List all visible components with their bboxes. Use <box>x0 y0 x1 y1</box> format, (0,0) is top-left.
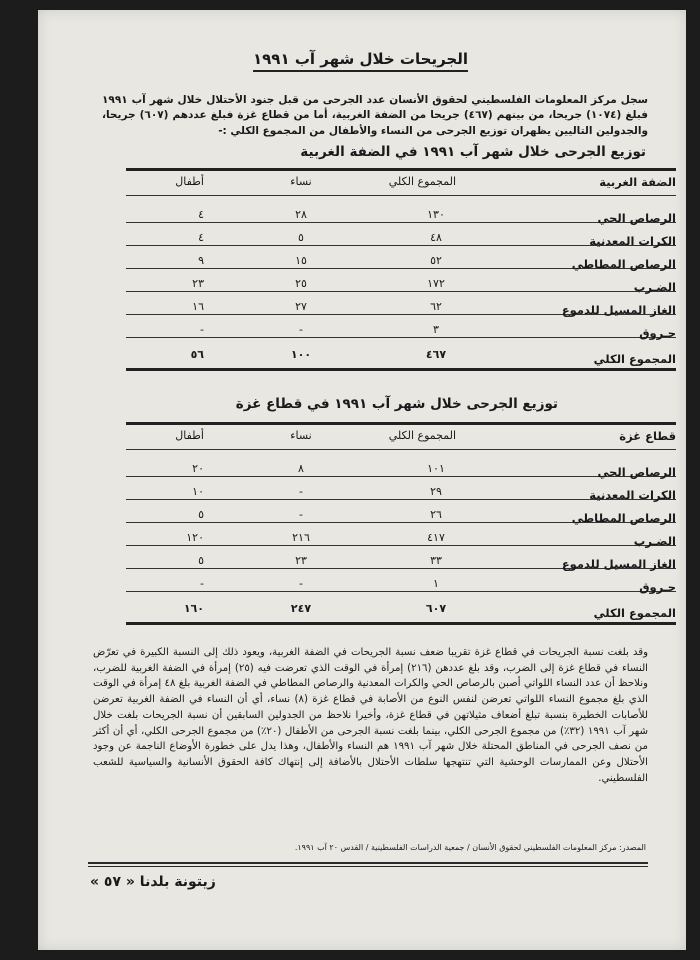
total-women: ١٠٠ <box>290 348 312 361</box>
total-label: المجموع الكلي <box>593 352 676 366</box>
table-bottom-rule <box>126 368 676 371</box>
total-women: ٢٤٧ <box>290 602 312 615</box>
row-total: ١٣٠ <box>427 208 445 221</box>
footer-rule <box>88 862 648 864</box>
table-total-row <box>126 592 676 622</box>
table-row <box>126 200 676 223</box>
row-children: - <box>200 577 204 590</box>
table-bottom-rule <box>126 622 676 625</box>
gaza-table <box>126 422 676 625</box>
row-women: ١٥ <box>295 254 307 267</box>
table-row <box>126 223 676 246</box>
row-children: ١٦ <box>192 300 204 313</box>
row-children: ٥ <box>198 508 204 521</box>
row-children: - <box>200 323 204 336</box>
heading-wrap <box>253 50 468 72</box>
total-children: ٥٦ <box>190 348 204 361</box>
row-women: - <box>299 577 303 590</box>
row-category: الكرات المعدنية <box>589 234 676 248</box>
row-total: ٢٦ <box>430 508 442 521</box>
row-total: ١٠١ <box>427 462 445 475</box>
row-category: الضـرب <box>633 280 676 294</box>
row-children: ٢٠ <box>192 462 204 475</box>
table-row <box>126 523 676 546</box>
row-children: ٤ <box>198 231 204 244</box>
footer-magazine-title: زيتونة بلدنا « ٥٧ » <box>90 874 216 890</box>
row-children: ٤ <box>198 208 204 221</box>
row-women: - <box>299 323 303 336</box>
row-category: الكرات المعدنية <box>589 488 676 502</box>
row-category: حـروق <box>639 326 676 340</box>
row-total: ٤١٧ <box>427 531 445 544</box>
magazine-page <box>38 10 686 950</box>
source-citation: المصدر: مركز المعلومات الفلسطيني لحقوق الأنسان / جمعية الدراسات الفلسطينية / القدس ٢٠ آب ١٩٩١. <box>294 843 646 852</box>
footer-rule <box>88 866 648 867</box>
row-total: ١ <box>433 577 439 590</box>
table-row <box>126 269 676 292</box>
analysis-paragraph: وقد بلغت نسبة الجريحات في قطاع غزة تقريبا ضعف نسبة الجريحات في الضفة الغربية، ويعود ذلك إلى النسبة الكبيرة في تعرّض النساء في قطاع غزة إلى الضرب، وقد بلغ عددهن (٢١٦) إمرأة في الوقت الذي تعرضت فيه (٢٥) إمرأة في الضفة الغربية للضرب، ونلاحظ أن عدد النساء اللواتي أصبن بالرصاص الحي والكرات المعدنية والرصاص المطاطي في الضفة الغربية بلغ ٤٨ إمرأة في الوقت الذي بلغ مجموع النساء اللواتي تعرضن لنفس النوع من الأصابة في قطاع غزة (٨) نساء، أي أن النساء في الضفة الغربية تعرضن للأصابات الخطيرة بنسبة تبلغ أضعاف مثيلاتهن في قطاع غزة، وأخيرا نلاحظ من الجدولين السابقين أن نسبة الجريحات بلغت خلال شهر آب ١٩٩١ (٣٢٪) من مجموع الجرحى الكلي، بينما بلغت نسبة الجرحى من الأطفال (٢٠٪) من مجموع الجرحى الكلي، أي أن أكثر من نصف الجرحى في المناطق المحتلة خلال شهر آب ١٩٩١ هم النساء والأطفال، وهذا يدل على خطورة الأوضاع الناجمة عن وجود الأحتلال وعن الممارسات الوحشية التي تنتهجها سلطات الأحتلال بالأضافة إلى إنتهاك كافة الحقوق الأنسانية والسياسية للشعب الفلسطيني. <box>93 647 648 784</box>
total-value: ٦٠٧ <box>425 602 447 615</box>
table-row <box>126 246 676 269</box>
row-total: ٤٨ <box>430 231 442 244</box>
table-row <box>126 477 676 500</box>
row-women: ٢٨ <box>295 208 307 221</box>
table-total-row <box>126 338 676 368</box>
row-category: الرصاص الحي <box>597 211 676 225</box>
row-category: الرصاص المطاطي <box>571 257 676 271</box>
row-children: ٥ <box>198 554 204 567</box>
row-category: الضـرب <box>633 534 676 548</box>
row-women: ٢١٦ <box>292 531 310 544</box>
west-bank-table <box>126 168 676 371</box>
table-row <box>126 500 676 523</box>
row-category: الغاز المسيل للدموع <box>561 303 676 317</box>
table-header-rule <box>126 449 676 450</box>
table-row <box>126 315 676 338</box>
header-children: أطفال <box>175 429 204 442</box>
gaza-table-title: توزيع الجرحى خلال شهر آب ١٩٩١ في قطاع غزة <box>235 396 558 412</box>
intro-paragraph: سجل مركز المعلومات الفلسطيني لحقوق الأنسان عدد الجرحى من قبل جنود الأحتلال خلال شهر آب ١٩٩١ فبلغ (١٠٧٤) جريحا، من بينهم (٤٦٧) جريحا من الضفة الغربية، أما من قطاع غزة فبلغ عددهم (٦٠٧) جريحا، والجدولين التاليين يظهران توزيع الجرحى من النساء والأطفال من المجموع الكلي :- <box>102 93 649 137</box>
row-total: ٥٢ <box>430 254 442 267</box>
total-value: ٤٦٧ <box>425 348 447 361</box>
header-children: أطفال <box>175 175 204 188</box>
row-women: - <box>299 485 303 498</box>
row-women: ٢٥ <box>295 277 307 290</box>
west-bank-table-title: توزيع الجرحى خلال شهر آب ١٩٩١ في الضفة الغربية <box>300 144 646 160</box>
total-children: ١٦٠ <box>183 602 204 615</box>
table-header-rule <box>126 195 676 196</box>
header-category: قطاع غزة <box>619 429 676 443</box>
row-category: الغاز المسيل للدموع <box>561 557 676 571</box>
table-row <box>126 546 676 569</box>
row-women: ٢٧ <box>295 300 307 313</box>
row-children: ٢٣ <box>192 277 204 290</box>
header-women: نساء <box>290 429 312 442</box>
row-total: ٣ <box>433 323 439 336</box>
row-women: - <box>299 508 303 521</box>
table-row <box>126 292 676 315</box>
table-row <box>126 569 676 592</box>
header-women: نساء <box>290 175 312 188</box>
row-women: ٥ <box>298 231 304 244</box>
row-children: ١٢٠ <box>186 531 204 544</box>
row-women: ٢٣ <box>295 554 307 567</box>
header-total: المجموع الكلي <box>388 429 456 442</box>
row-children: ١٠ <box>192 485 204 498</box>
row-women: ٨ <box>298 462 304 475</box>
row-category: حـروق <box>639 580 676 594</box>
row-category: الرصاص الحي <box>597 465 676 479</box>
header-total: المجموع الكلي <box>388 175 456 188</box>
table-row <box>126 454 676 477</box>
row-category: الرصاص المطاطي <box>571 511 676 525</box>
page-title: الجريحات خلال شهر آب ١٩٩١ <box>253 50 468 72</box>
table-header-row <box>126 171 676 195</box>
row-total: ٣٣ <box>430 554 442 567</box>
row-total: ٢٩ <box>430 485 442 498</box>
row-children: ٩ <box>198 254 204 267</box>
footer-rules <box>88 862 648 867</box>
total-label: المجموع الكلي <box>593 606 676 620</box>
row-total: ١٧٢ <box>427 277 445 290</box>
row-total: ٦٢ <box>430 300 442 313</box>
table-header-row <box>126 425 676 449</box>
header-category: الضفة الغربية <box>599 175 676 189</box>
